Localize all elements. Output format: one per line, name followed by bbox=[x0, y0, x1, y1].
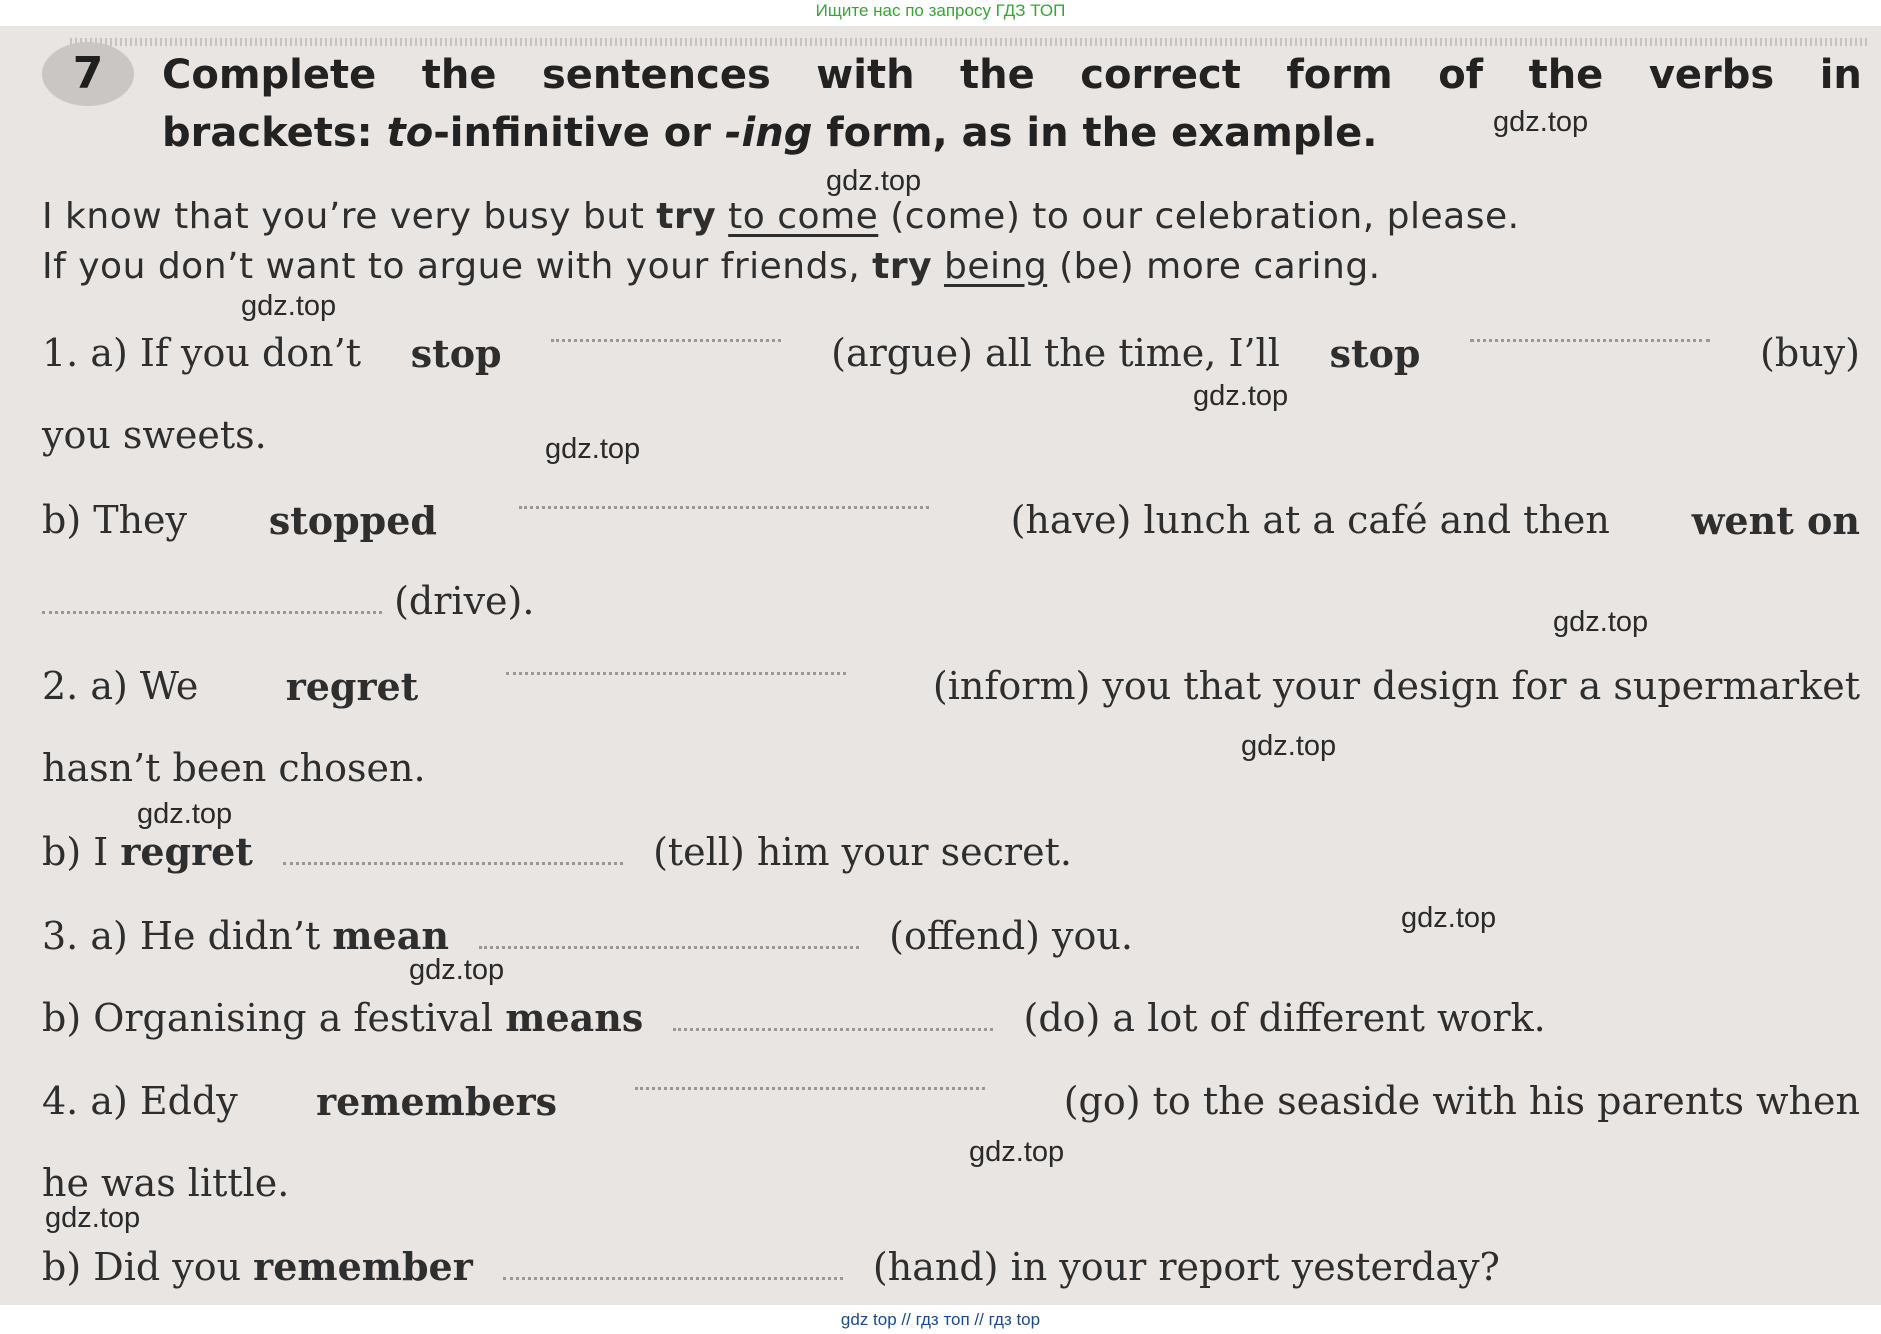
example-text: I know that you’re very busy but bbox=[42, 196, 657, 237]
instruction-italic-ing: -ing bbox=[724, 110, 813, 156]
answer-blank[interactable] bbox=[479, 938, 859, 949]
task-instruction-line1 bbox=[162, 46, 1862, 104]
watermark: gdz.top bbox=[1241, 730, 1337, 762]
exercise-keyword: mean bbox=[332, 913, 449, 958]
watermark: gdz.top bbox=[826, 165, 922, 197]
answer-blank[interactable] bbox=[283, 854, 623, 865]
example-text: (come) to our celebration, please. bbox=[878, 196, 1520, 237]
exercise-4b bbox=[42, 1244, 1860, 1289]
exercise-text: b) I bbox=[42, 830, 109, 874]
instruction-word: in bbox=[1819, 52, 1862, 98]
example-keyword: try bbox=[872, 246, 933, 287]
example-text: (be) more caring. bbox=[1047, 246, 1381, 287]
watermark: gdz.top bbox=[969, 1136, 1065, 1168]
exercise-2a-line1 bbox=[42, 664, 1860, 709]
instruction-word: with bbox=[816, 52, 915, 98]
watermark: gdz.top bbox=[241, 290, 337, 322]
exercise-text: b) They bbox=[42, 498, 188, 542]
instruction-text: form, as in the example. bbox=[812, 110, 1378, 156]
exercise-text: b) Did you bbox=[42, 1245, 242, 1289]
exercise-text: (tell) him your secret. bbox=[653, 830, 1072, 874]
exercise-text: 3. a) He didn’t bbox=[42, 914, 321, 958]
exercise-text: 2. a) We bbox=[42, 664, 199, 708]
instruction-word: the bbox=[421, 52, 497, 98]
exercise-keyword: regret bbox=[120, 829, 253, 874]
watermark: gdz.top bbox=[1193, 380, 1289, 412]
watermark: gdz.top bbox=[409, 954, 505, 986]
exercise-2a-line2: hasn’t been chosen. bbox=[42, 746, 426, 790]
instruction-word: the bbox=[960, 52, 1035, 98]
task-number-badge: 7 bbox=[42, 42, 134, 106]
exercise-1a-line2: you sweets. bbox=[42, 413, 267, 457]
instruction-word: verbs bbox=[1648, 52, 1775, 98]
exercise-4a-line1 bbox=[42, 1079, 1860, 1124]
task-instruction bbox=[162, 46, 1862, 162]
answer-blank[interactable] bbox=[1470, 331, 1710, 342]
instruction-text: brackets: bbox=[162, 110, 387, 156]
example-text: If you don’t want to argue with your friends, bbox=[42, 246, 873, 287]
task-instruction-line2 bbox=[162, 104, 1862, 162]
exercise-1b-line1 bbox=[42, 498, 1860, 543]
exercise-keyword: means bbox=[505, 995, 644, 1040]
instruction-word: sentences bbox=[541, 52, 771, 98]
answer-blank[interactable] bbox=[42, 603, 382, 614]
textbook-page bbox=[0, 26, 1881, 1305]
watermark: gdz.top bbox=[1401, 902, 1497, 934]
instruction-italic-to: to bbox=[386, 110, 434, 156]
instruction-word: of bbox=[1438, 52, 1484, 98]
exercise-keyword: regret bbox=[285, 664, 419, 709]
answer-blank[interactable] bbox=[506, 664, 846, 675]
answer-blank[interactable] bbox=[673, 1020, 993, 1031]
exercise-text: 4. a) Eddy bbox=[42, 1079, 238, 1123]
exercise-4a-line2: he was little. bbox=[42, 1161, 290, 1205]
example-sentence-1 bbox=[42, 196, 1842, 237]
answer-blank[interactable] bbox=[519, 498, 929, 509]
bottom-banner[interactable]: gdz top // гдз топ // гдз top bbox=[0, 1305, 1881, 1334]
exercise-3b bbox=[42, 995, 1860, 1040]
exercise-text: b) Organising a festival bbox=[42, 996, 494, 1040]
watermark: gdz.top bbox=[1493, 106, 1589, 138]
watermark: gdz.top bbox=[1553, 606, 1649, 638]
exercise-keyword: stop bbox=[410, 331, 502, 376]
exercise-keyword: remembers bbox=[316, 1079, 558, 1124]
exercise-3a bbox=[42, 913, 1860, 958]
instruction-text: -infinitive or bbox=[433, 110, 725, 156]
watermark: gdz.top bbox=[545, 433, 641, 465]
answer-blank[interactable] bbox=[635, 1079, 985, 1090]
instruction-word: form bbox=[1286, 52, 1393, 98]
example-space bbox=[716, 196, 728, 237]
exercise-keyword: stop bbox=[1329, 331, 1421, 376]
example-answer: being bbox=[944, 246, 1048, 287]
exercise-keyword: went on bbox=[1691, 498, 1860, 543]
example-sentence-2 bbox=[42, 246, 1842, 287]
exercise-text: (go) to the seaside with his parents when bbox=[1063, 1079, 1860, 1123]
exercise-2b bbox=[42, 829, 1860, 874]
header-hatch-divider bbox=[70, 38, 1870, 46]
exercise-text: 1. a) If you don’t bbox=[42, 331, 361, 375]
exercise-text: (do) a lot of different work. bbox=[1023, 996, 1546, 1040]
top-banner[interactable]: Ищите нас по запросу ГДЗ ТОП bbox=[0, 0, 1881, 26]
instruction-word: correct bbox=[1080, 52, 1241, 98]
exercise-1a-line1 bbox=[42, 331, 1860, 376]
exercise-text: (argue) all the time, I’ll bbox=[831, 331, 1280, 375]
exercise-text: (inform) you that your design for a supermarket bbox=[932, 664, 1860, 708]
instruction-word: the bbox=[1528, 52, 1604, 98]
example-answer: to come bbox=[728, 196, 879, 237]
exercise-keyword: remember bbox=[253, 1244, 473, 1289]
exercise-text: (buy) bbox=[1760, 331, 1860, 375]
example-keyword: try bbox=[656, 196, 717, 237]
exercise-text: (have) lunch at a café and then bbox=[1010, 498, 1610, 542]
exercise-text: (offend) you. bbox=[889, 914, 1133, 958]
exercise-text: (drive). bbox=[394, 579, 535, 623]
example-space bbox=[932, 246, 944, 287]
watermark: gdz.top bbox=[137, 798, 233, 830]
answer-blank[interactable] bbox=[503, 1269, 843, 1280]
exercise-text: (hand) in your report yesterday? bbox=[872, 1245, 1500, 1289]
instruction-word: Complete bbox=[162, 52, 377, 98]
answer-blank[interactable] bbox=[551, 331, 781, 342]
exercise-keyword: stopped bbox=[268, 498, 437, 543]
watermark: gdz.top bbox=[45, 1202, 141, 1234]
